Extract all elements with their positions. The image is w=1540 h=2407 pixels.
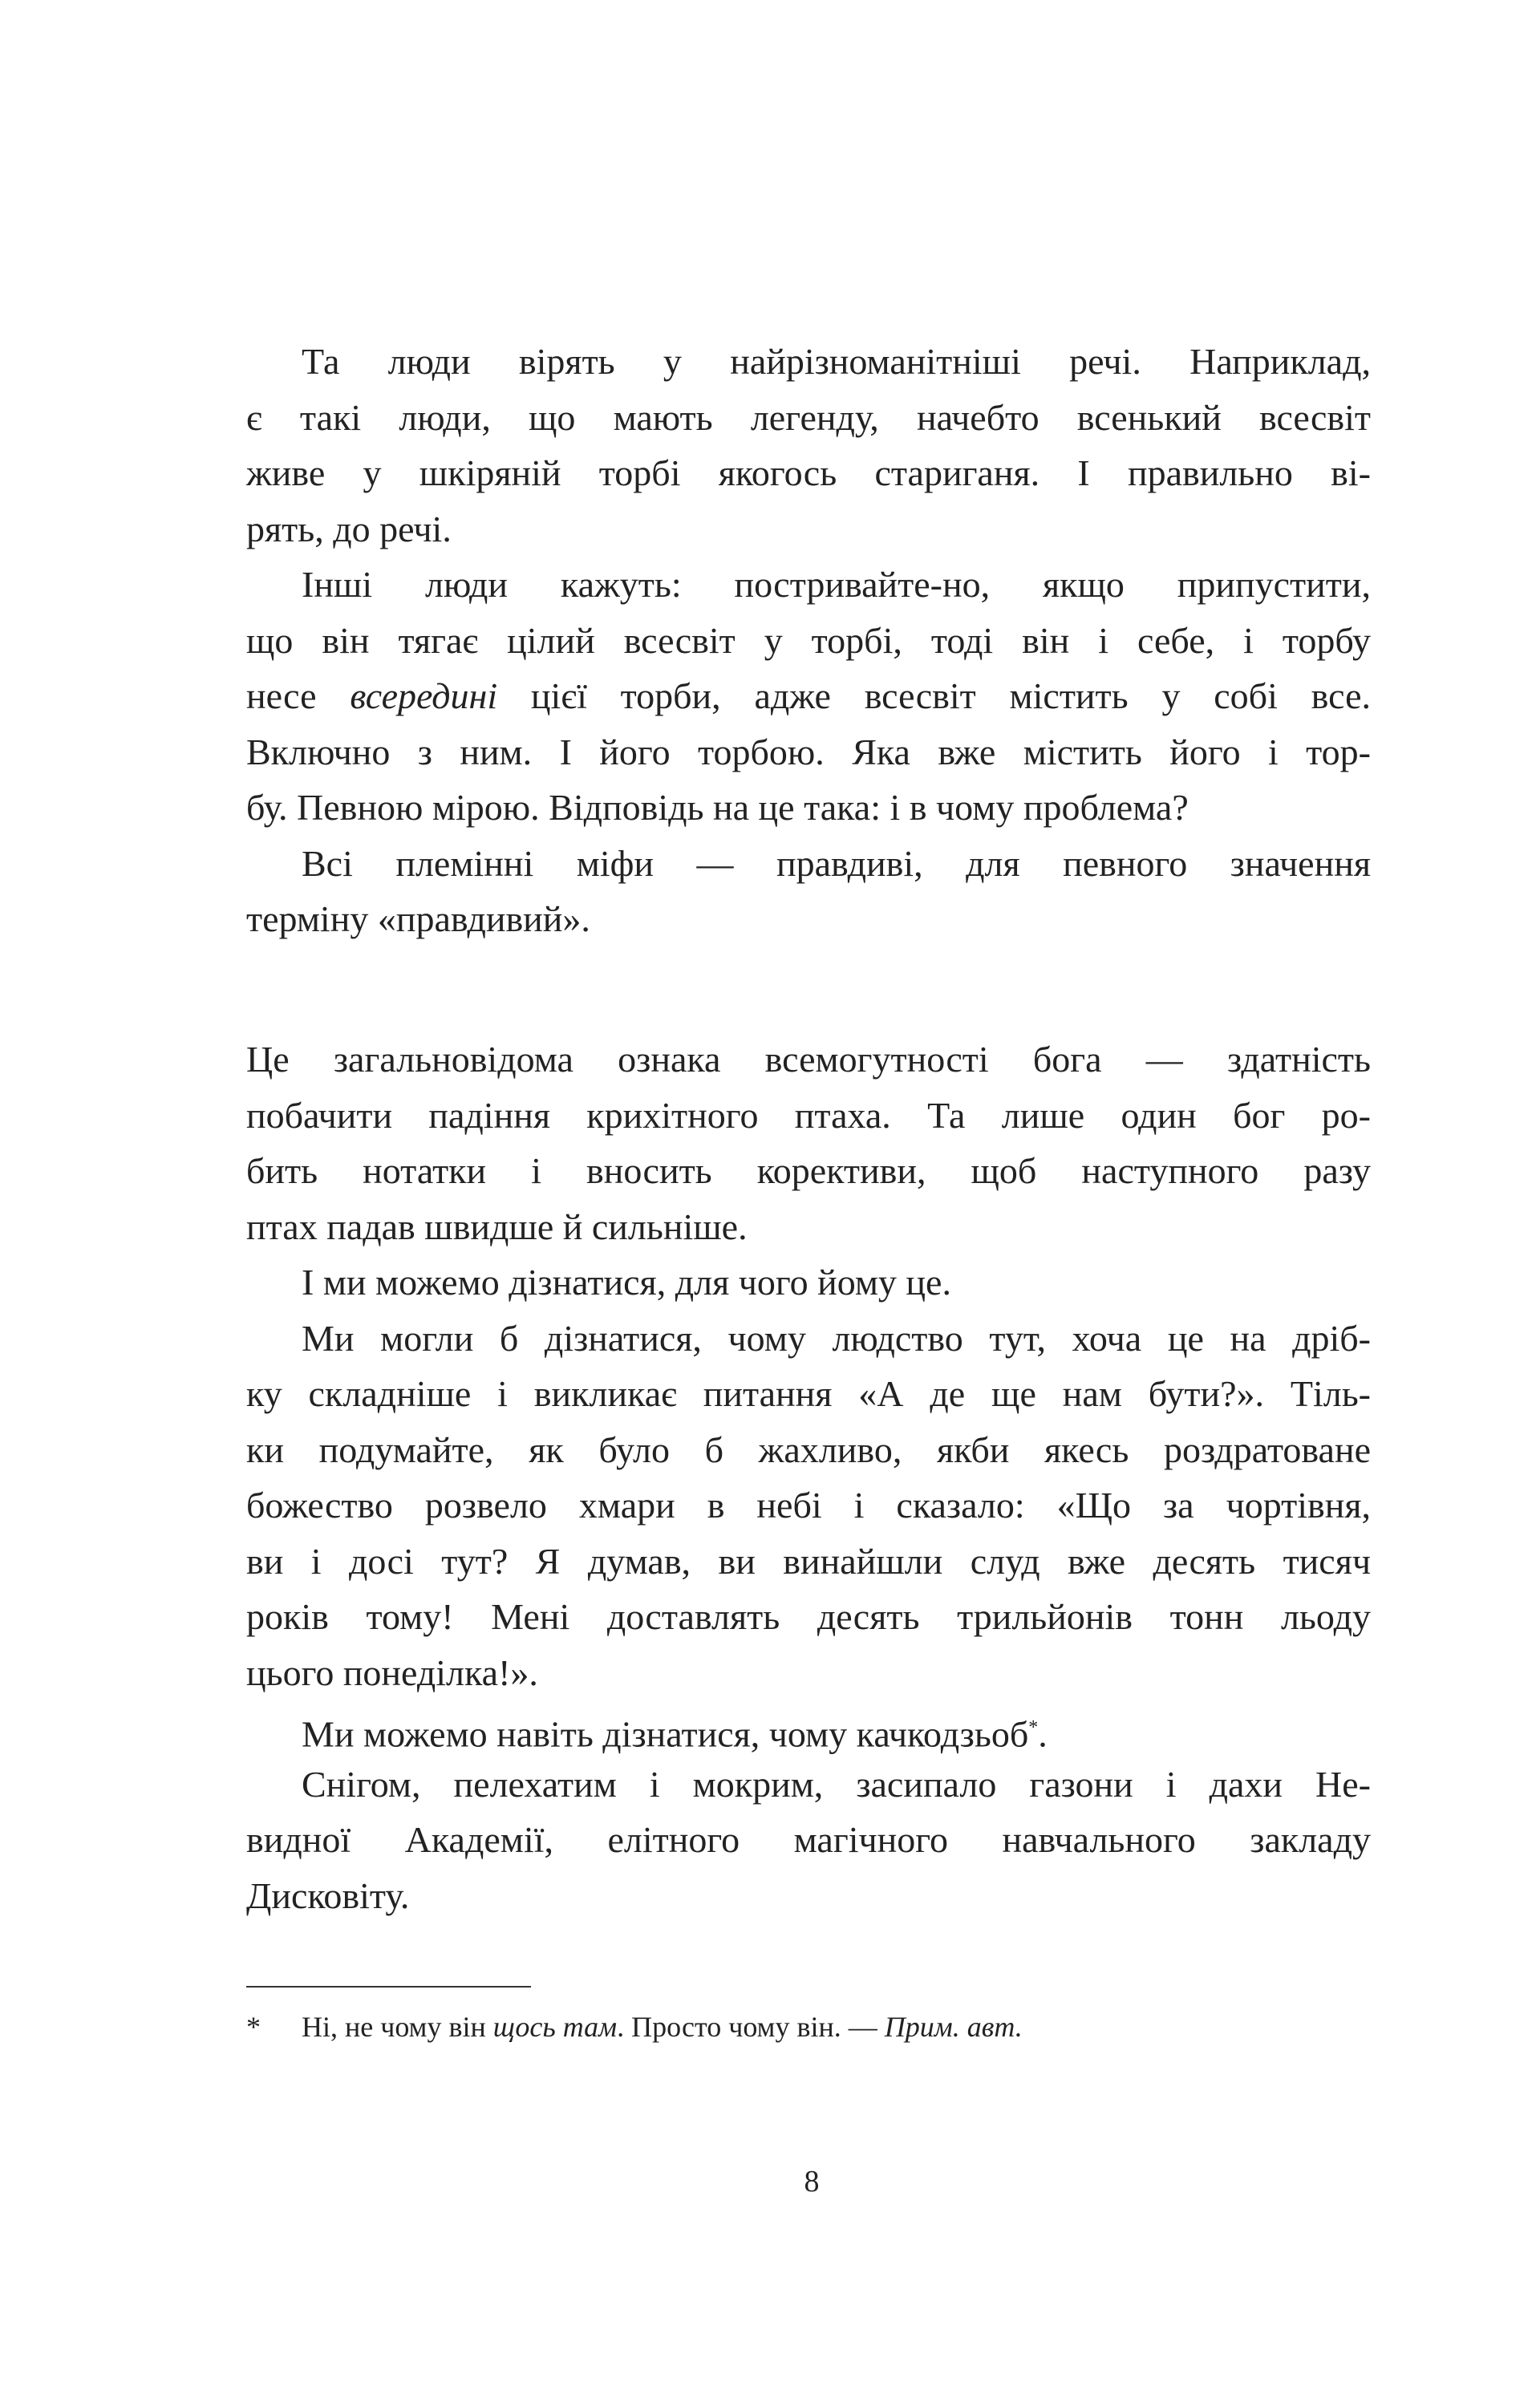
text-run: цього понеділка!». bbox=[246, 1651, 538, 1693]
footnote-italic: щось там bbox=[492, 2011, 618, 2043]
text-line bbox=[246, 1031, 1371, 1088]
paragraph bbox=[246, 557, 1371, 836]
text-run: І ми можемо дізнатися, для чого йому це. bbox=[302, 1262, 951, 1303]
text-section-2 bbox=[246, 1031, 1371, 1923]
footnote-attribution: Прим. авт. bbox=[884, 2011, 1023, 2043]
text-line bbox=[246, 1422, 1371, 1478]
text-run: побачити падіння крихітного птаха. Та лише один бог ро- bbox=[246, 1094, 1371, 1136]
footnote-divider bbox=[246, 1986, 531, 1988]
text-line bbox=[246, 1868, 1371, 1924]
text-run: . bbox=[1038, 1713, 1048, 1755]
text-line bbox=[246, 1645, 1371, 1701]
text-line bbox=[246, 1757, 1371, 1813]
text-run: Включно з ним. І його торбою. Яка вже містить його і тор- bbox=[246, 731, 1371, 772]
text-line bbox=[246, 1812, 1371, 1868]
text-run: птах падав швидше й сильніше. bbox=[246, 1206, 748, 1247]
paragraph bbox=[246, 1311, 1371, 1701]
text-run: років тому! Мені доставлять десять трильйонів тонн льоду bbox=[246, 1596, 1371, 1637]
text-line bbox=[246, 501, 1371, 557]
text-line bbox=[246, 334, 1371, 390]
text-line bbox=[246, 390, 1371, 446]
text-line bbox=[246, 1700, 1371, 1757]
text-run: Інші люди кажуть: постривайте-но, якщо припустити, bbox=[302, 564, 1371, 605]
text-run: живе у шкіряній торбі якогось стариганя. І правильно ві- bbox=[246, 452, 1371, 493]
text-line bbox=[246, 1254, 1371, 1311]
text-run: є такі люди, що мають легенду, начебто всенький всесвіт bbox=[246, 396, 1371, 438]
text-line bbox=[246, 724, 1371, 780]
text-line bbox=[246, 780, 1371, 836]
text-run: рять, до речі. bbox=[246, 508, 452, 549]
text-line bbox=[246, 668, 1371, 724]
paragraph bbox=[246, 1757, 1371, 1924]
footnote-ref: * bbox=[1028, 1717, 1039, 1738]
footnote-mark: * bbox=[246, 2011, 261, 2043]
text-line bbox=[246, 613, 1371, 669]
text-line bbox=[246, 1199, 1371, 1255]
text-line bbox=[246, 1143, 1371, 1199]
paragraph bbox=[246, 1031, 1371, 1254]
italic-text: всередині bbox=[350, 675, 498, 716]
text-run: бу. Певною мірою. Відповідь на це така: і в чому проблема? bbox=[246, 787, 1189, 828]
text-line bbox=[246, 557, 1371, 613]
text-line bbox=[246, 836, 1371, 892]
text-run: Всі племінні міфи — правдиві, для певного значення bbox=[302, 842, 1371, 884]
text-run: Це загальновідома ознака всемогутності бога — здатність bbox=[246, 1039, 1371, 1080]
paragraph bbox=[246, 836, 1371, 947]
text-run: Дисковіту. bbox=[246, 1874, 410, 1916]
text-run: несе bbox=[246, 675, 351, 716]
text-run: що він тягає цілий всесвіт у торбі, тоді він і себе, і торбу bbox=[246, 619, 1371, 661]
footnote-text: . Просто чому він. — bbox=[617, 2011, 885, 2043]
text-run: ви і досі тут? Я думав, ви винайшли слуд вже десять тисяч bbox=[246, 1540, 1371, 1582]
text-run: Та люди вірять у найрізноманітніші речі. Наприклад, bbox=[302, 341, 1371, 382]
text-run: видної Академії, елітного магічного навчального закладу bbox=[246, 1819, 1371, 1860]
text-run: Ми можемо навіть дізнатися, чому качкодзьоб bbox=[302, 1713, 1029, 1755]
text-line bbox=[246, 1589, 1371, 1645]
text-run: божество розвело хмари в небі і сказало: «Що за чортівня, bbox=[246, 1485, 1371, 1526]
paragraph bbox=[246, 334, 1371, 557]
text-run: цієї торби, адже всесвіт містить у собі все. bbox=[497, 675, 1372, 716]
text-line bbox=[246, 1534, 1371, 1590]
page-number: 8 bbox=[804, 2165, 820, 2198]
text-line bbox=[246, 1477, 1371, 1534]
text-run: Снігом, пелехатим і мокрим, засипало газони і дахи Не- bbox=[302, 1763, 1371, 1805]
paragraph bbox=[246, 1700, 1371, 1757]
text-run: ку складніше і викликає питання «А де ще нам бути?». Тіль- bbox=[246, 1373, 1371, 1414]
text-line bbox=[246, 1088, 1371, 1144]
text-line bbox=[246, 1366, 1371, 1422]
text-line bbox=[246, 445, 1371, 501]
text-run: Ми могли б дізнатися, чому людство тут, хоча це на дріб- bbox=[302, 1317, 1371, 1359]
text-run: терміну «правдивий». bbox=[246, 898, 590, 939]
paragraph bbox=[246, 1254, 1371, 1311]
text-run: ки подумайте, як було б жахливо, якби якесь роздратоване bbox=[246, 1428, 1371, 1470]
text-line bbox=[246, 891, 1371, 947]
text-run: бить нотатки і вносить корективи, щоб наступного разу bbox=[246, 1150, 1371, 1191]
footnote bbox=[246, 2007, 1023, 2047]
footnote-text: Ні, не чому він bbox=[302, 2011, 493, 2043]
text-line bbox=[246, 1311, 1371, 1367]
text-section-1 bbox=[246, 334, 1371, 947]
